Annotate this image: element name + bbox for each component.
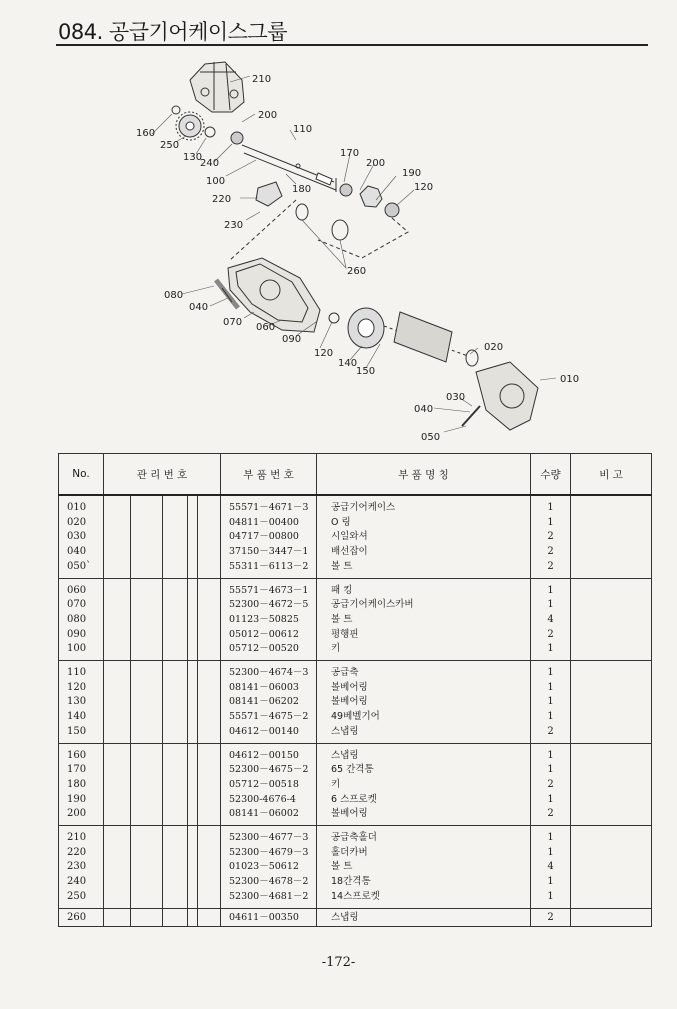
- cell-part-number-value: 37150－3447－1: [229, 546, 309, 558]
- cell-no-value: 090: [67, 628, 87, 640]
- callout-label: 080: [164, 290, 184, 301]
- callout-label: 020: [484, 342, 504, 353]
- cell-part-name: [317, 826, 531, 909]
- cell-part-name-value: 18간격통: [331, 876, 371, 888]
- callout-label: 170: [340, 148, 360, 159]
- cell-mgmt: [104, 908, 131, 927]
- callout-label: 240: [200, 158, 220, 169]
- spacer-drawing: [205, 127, 215, 137]
- cell-no-value: 080: [67, 613, 87, 625]
- cell-mgmt: [131, 826, 163, 909]
- cell-part-name-value: 공급축홀더: [331, 832, 377, 844]
- cell-mgmt: [131, 661, 163, 744]
- cell-part-number: [221, 908, 317, 927]
- callout-label: 200: [258, 110, 278, 121]
- cell-part-name-value: 6 스프로켓: [331, 793, 377, 805]
- cell-part-number-value: 52300-4676-4: [229, 793, 296, 805]
- cell-part-name-value: 공급기어케이스: [331, 502, 396, 513]
- cell-part-name-value: 볼 트: [331, 861, 353, 873]
- cell-part-name: [317, 743, 531, 826]
- cell-part-number: [221, 826, 317, 909]
- col-mgmt-number: 관 리 번 호: [104, 454, 221, 496]
- bevel-gear-drawing: [348, 308, 384, 348]
- cell-part-number-value: 55571－4675－2: [229, 711, 309, 723]
- cell-no-value: 240: [67, 876, 87, 888]
- cell-part-number-value: 05712－00520: [229, 643, 299, 655]
- cell-no-value: 230: [67, 861, 87, 873]
- col-part-name: 부 품 명 칭: [317, 454, 531, 496]
- cell-mgmt: [104, 826, 131, 909]
- cell-part-number-value: 52300－4672－5: [229, 599, 309, 611]
- callout-label: 120: [414, 182, 434, 193]
- shaft-holder-drawing: [190, 62, 244, 112]
- cell-part-name-value: 볼 트: [331, 560, 353, 572]
- cell-quantity: [531, 495, 571, 578]
- col-quantity: 수량: [531, 454, 571, 496]
- parts-table-body: [59, 495, 652, 927]
- callout-label: 100: [206, 176, 226, 187]
- cell-no-value: 110: [67, 667, 87, 679]
- page-number: -172-: [321, 955, 356, 970]
- cell-mgmt: [163, 495, 188, 578]
- cell-mgmt: [198, 743, 221, 826]
- cell-remarks: [571, 578, 652, 661]
- callout-label: 250: [160, 140, 180, 151]
- cell-part-name-value: 볼베어링: [331, 681, 368, 693]
- callout-label: 150: [356, 366, 376, 377]
- cell-no-value: 210: [67, 832, 87, 844]
- cell-mgmt: [104, 578, 131, 661]
- cell-part-number-value: 01023－50612: [229, 861, 299, 873]
- cell-no: [59, 578, 104, 661]
- cell-mgmt: [188, 495, 198, 578]
- cell-no-value: 030: [67, 531, 87, 543]
- callout-label: 040: [189, 302, 209, 313]
- callout-label: 180: [292, 184, 312, 195]
- cell-part-name: [317, 661, 531, 744]
- cell-quantity-value: 1: [547, 667, 554, 679]
- cell-quantity-value: 1: [547, 711, 554, 723]
- table-row-group: [59, 826, 652, 909]
- cell-part-name-value: 볼 트: [331, 613, 353, 625]
- cell-part-name-value: 스냅링: [331, 749, 359, 761]
- cell-no: [59, 743, 104, 826]
- cell-mgmt: [198, 661, 221, 744]
- cell-part-name: [317, 908, 531, 927]
- cell-part-number-value: 04612－00150: [229, 749, 299, 761]
- cell-no-value: 010: [67, 502, 87, 513]
- cell-part-number-value: 08141－06003: [229, 681, 299, 693]
- cell-part-number-value: 04611－00350: [229, 911, 299, 923]
- cell-remarks: [571, 495, 652, 578]
- cell-quantity: [531, 826, 571, 909]
- cell-quantity-value: 1: [547, 890, 554, 902]
- cell-part-number-value: 08141－06002: [229, 808, 299, 820]
- cell-quantity-value: 1: [547, 749, 554, 761]
- cell-part-name-value: 공급기어케이스카버: [331, 599, 414, 611]
- cell-quantity-value: 2: [547, 628, 554, 640]
- cell-part-number: [221, 495, 317, 578]
- col-no: No.: [59, 454, 104, 496]
- cell-no: [59, 661, 104, 744]
- callout-label: 210: [252, 74, 272, 85]
- parts-table: [58, 453, 652, 927]
- cell-quantity-value: 1: [547, 832, 554, 844]
- cell-quantity-value: 2: [547, 778, 554, 790]
- callout-label: 130: [183, 152, 203, 163]
- cell-mgmt: [131, 743, 163, 826]
- cell-part-name-value: 스냅링: [331, 911, 359, 923]
- cell-mgmt: [188, 908, 198, 927]
- cell-part-name-value: 65 간격통: [331, 764, 374, 776]
- cell-part-number-value: 55571－4671－3: [229, 502, 309, 513]
- callout-label: 190: [402, 168, 422, 179]
- shaft-drawing: [242, 145, 336, 192]
- cell-no-value: 160: [67, 749, 87, 761]
- sprocket-drawing: [176, 112, 204, 140]
- cell-quantity: [531, 661, 571, 744]
- callout-label: 070: [223, 317, 243, 328]
- bearing-drawing: [231, 132, 243, 144]
- cell-mgmt: [163, 661, 188, 744]
- callout-label: 090: [282, 334, 302, 345]
- cell-no-value: 060: [67, 584, 87, 596]
- cell-no-value: 140: [67, 711, 87, 723]
- cell-quantity-value: 2: [547, 546, 554, 558]
- exploded-parts-diagram: [0, 50, 677, 450]
- callout-label: 120: [314, 348, 334, 359]
- cell-mgmt: [131, 578, 163, 661]
- table-row-group: [59, 578, 652, 661]
- cell-mgmt: [188, 578, 198, 661]
- title-rule: [56, 44, 648, 46]
- cell-part-name-value: 공급축: [331, 667, 359, 679]
- cell-no: [59, 826, 104, 909]
- cell-part-number-value: 55311－6113－2: [229, 560, 309, 572]
- cell-part-number-value: 52300－4678－2: [229, 876, 309, 888]
- cell-mgmt: [163, 743, 188, 826]
- cell-mgmt: [163, 826, 188, 909]
- cell-part-number: [221, 578, 317, 661]
- cell-part-number-value: 55571－4673－1: [229, 584, 309, 596]
- callout-label: 260: [347, 266, 367, 277]
- cell-no-value: 260: [67, 911, 87, 923]
- cell-part-name-value: 볼베어링: [331, 696, 368, 708]
- cell-quantity-value: 1: [547, 681, 554, 693]
- cell-part-number-value: 04612－00140: [229, 725, 299, 737]
- cell-mgmt: [198, 908, 221, 927]
- gear-case-drawing: [476, 362, 538, 430]
- cell-quantity-value: 2: [547, 911, 554, 923]
- cell-quantity-value: 1: [547, 876, 554, 888]
- cell-part-name-value: 키: [331, 643, 341, 655]
- cell-remarks: [571, 826, 652, 909]
- cell-quantity-value: 1: [547, 643, 554, 655]
- cell-part-number-value: 52300－4674－3: [229, 667, 309, 679]
- callout-label: 110: [293, 124, 313, 135]
- cell-part-number-value: 04811－00400: [229, 516, 299, 528]
- cell-no-value: 050`: [67, 560, 92, 572]
- callout-label: 060: [256, 322, 276, 333]
- cell-part-name-value: 볼베어링: [331, 808, 368, 820]
- callout-label: 010: [560, 374, 580, 385]
- cell-part-number: [221, 743, 317, 826]
- cell-part-name-value: 평행핀: [331, 628, 359, 640]
- cell-part-name: [317, 495, 531, 578]
- cell-mgmt: [104, 743, 131, 826]
- cell-no: [59, 495, 104, 578]
- callout-label: 050: [421, 432, 441, 443]
- cell-part-number-value: 52300－4677－3: [229, 832, 309, 844]
- cell-quantity-value: 4: [547, 861, 554, 873]
- cell-quantity-value: 1: [547, 599, 554, 611]
- cell-no-value: 200: [67, 808, 87, 820]
- cell-part-number-value: 52300－4681－2: [229, 890, 309, 902]
- cell-quantity-value: 2: [547, 531, 554, 543]
- cell-mgmt: [163, 908, 188, 927]
- cell-mgmt: [198, 495, 221, 578]
- cell-part-name-value: 14스프로켓: [331, 890, 380, 902]
- cell-no-value: 190: [67, 793, 87, 805]
- callout-label: 030: [446, 392, 466, 403]
- cell-mgmt: [188, 743, 198, 826]
- cell-part-name-value: 스냅링: [331, 725, 359, 737]
- cell-part-number: [221, 661, 317, 744]
- callout-label: 220: [212, 194, 232, 205]
- cell-mgmt: [198, 578, 221, 661]
- cell-part-name: [317, 578, 531, 661]
- snap-ring-drawing: [172, 106, 180, 114]
- callout-label: 160: [136, 128, 156, 139]
- table-row-group: [59, 743, 652, 826]
- cell-quantity-value: 1: [547, 793, 554, 805]
- cell-no-value: 130: [67, 696, 87, 708]
- cell-quantity-value: 2: [547, 808, 554, 820]
- cell-mgmt: [104, 495, 131, 578]
- cell-quantity: [531, 578, 571, 661]
- cell-no-value: 020: [67, 516, 87, 528]
- cell-part-number-value: 05012－00612: [229, 628, 299, 640]
- cell-part-number-value: 08141－06202: [229, 696, 299, 708]
- cell-remarks: [571, 661, 652, 744]
- table-row-group: [59, 495, 652, 578]
- callout-label: 230: [224, 220, 244, 231]
- cell-part-number-value: 52300－4679－3: [229, 846, 309, 858]
- cell-mgmt: [198, 826, 221, 909]
- cell-part-number-value: 01123－50825: [229, 613, 299, 625]
- cell-mgmt: [104, 661, 131, 744]
- cell-remarks: [571, 743, 652, 826]
- cell-quantity-value: 2: [547, 560, 554, 572]
- cell-quantity-value: 1: [547, 846, 554, 858]
- cell-quantity-value: 1: [547, 764, 554, 776]
- cell-part-name-value: 49베벨기어: [331, 711, 380, 723]
- cell-part-name-value: 키: [331, 778, 341, 790]
- cell-mgmt: [131, 908, 163, 927]
- cell-quantity-value: 1: [547, 584, 554, 596]
- cell-mgmt: [131, 495, 163, 578]
- cell-quantity: [531, 908, 571, 927]
- cell-part-name-value: 배선잡이: [331, 546, 368, 558]
- cell-mgmt: [163, 578, 188, 661]
- cell-part-name-value: O 링: [331, 516, 351, 528]
- cell-quantity-value: 2: [547, 725, 554, 737]
- cell-mgmt: [188, 826, 198, 909]
- callout-label: 200: [366, 158, 386, 169]
- callout-label: 140: [338, 358, 358, 369]
- cell-mgmt: [188, 661, 198, 744]
- cell-no-value: 220: [67, 846, 87, 858]
- table-header: [59, 454, 652, 496]
- cell-quantity-value: 1: [547, 696, 554, 708]
- cell-part-name-value: 홀더카버: [331, 846, 368, 858]
- cell-no-value: 070: [67, 599, 87, 611]
- cell-part-name-value: 패 킹: [331, 584, 353, 596]
- cell-part-name-value: 시일와셔: [331, 531, 368, 543]
- cell-no-value: 040: [67, 546, 87, 558]
- col-remarks: 비 고: [571, 454, 652, 496]
- cell-no-value: 150: [67, 725, 87, 737]
- cell-no-value: 180: [67, 778, 87, 790]
- cell-part-number-value: 52300－4675－2: [229, 764, 309, 776]
- cell-part-number-value: 04717－00800: [229, 531, 299, 543]
- cell-no-value: 250: [67, 890, 87, 902]
- cell-no-value: 170: [67, 764, 87, 776]
- cell-quantity-value: 1: [547, 516, 554, 528]
- callout-label: 040: [414, 404, 434, 415]
- cell-no-value: 120: [67, 681, 87, 693]
- cell-no-value: 100: [67, 643, 87, 655]
- page-title: 084. 공급기어케이스그룹: [58, 20, 288, 44]
- cell-quantity-value: 4: [547, 613, 554, 625]
- cell-quantity: [531, 743, 571, 826]
- cell-quantity-value: 1: [547, 502, 554, 513]
- table-row-group: [59, 661, 652, 744]
- cell-remarks: [571, 908, 652, 927]
- table-row-group: [59, 908, 652, 927]
- cell-part-number-value: 05712－00518: [229, 778, 299, 790]
- col-part-number: 부 품 번 호: [221, 454, 317, 496]
- cell-no: [59, 908, 104, 927]
